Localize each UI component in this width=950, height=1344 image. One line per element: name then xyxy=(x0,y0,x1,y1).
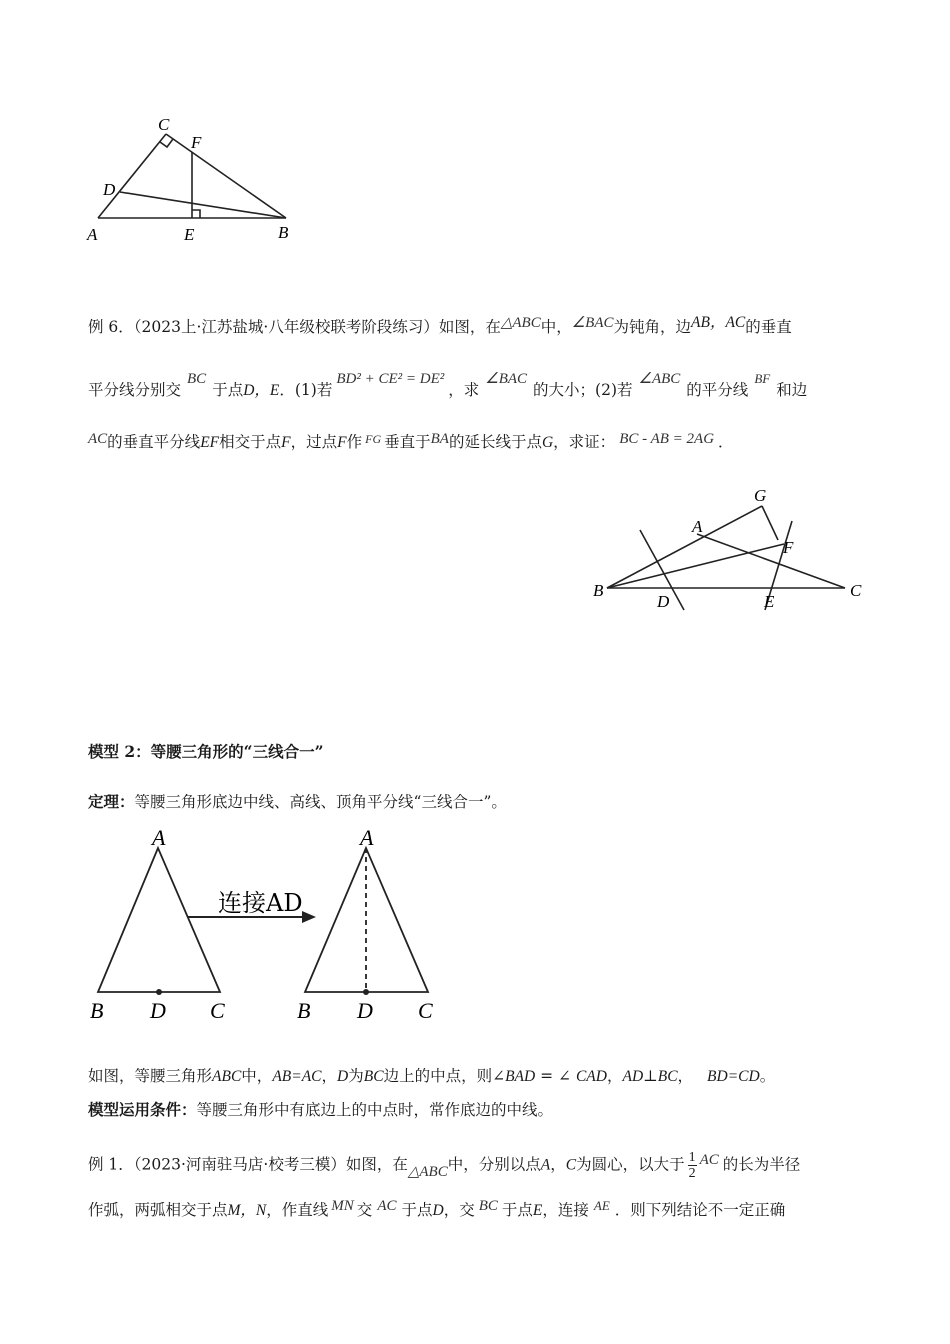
point-d-right xyxy=(363,989,369,995)
theorem-text: 等腰三角形底边中线、高线、顶角平分线“三线合一”。 xyxy=(134,793,507,811)
math-bc-ex1: BC xyxy=(478,1198,498,1214)
edge-cb xyxy=(166,134,286,218)
math-ef: EF xyxy=(200,434,220,451)
label-c: C xyxy=(158,115,170,134)
segment-db xyxy=(120,192,286,218)
math-bf: BF xyxy=(754,371,771,386)
line-bg xyxy=(607,506,762,588)
label-d: D xyxy=(103,180,116,199)
label-a-right: A xyxy=(360,825,374,850)
label-a-left: A xyxy=(152,825,166,850)
label-b: B xyxy=(278,223,289,242)
math-ba: BA xyxy=(430,431,449,447)
label-c: C xyxy=(850,581,862,600)
label-c-left: C xyxy=(210,998,225,1023)
conditions-text: 等腰三角形中有底边上的中点时，常作底边的中线。 xyxy=(196,1101,554,1119)
example-6-line-1: 例 6．（2023上·江苏盐城·八年级校联考阶段练习）如图，在△ABC中，∠BAC为钝角，边AB，AC的垂直 xyxy=(88,314,792,336)
label-f: F xyxy=(783,538,794,557)
label-d: D xyxy=(657,592,670,611)
isosceles-description: 如图，等腰三角形ABC中，AB=AC，D为BC边上的中点，则∠BAD = ∠ CAD，AD⊥BC， BD=CD。 xyxy=(88,1067,776,1085)
math-angle-bac: ∠BAC xyxy=(571,315,614,331)
math-equation-bd2-ce2: BD² + CE² = DE² xyxy=(336,371,445,387)
math-angle-bac-2: ∠BAC xyxy=(485,371,528,387)
example-6-line-2: 平分线分别交BC于点D，E．(1)若BD² + CE² = DE²，求∠BAC的大小；(2)若∠ABC的平分线$^{BF}$和边 xyxy=(88,371,808,399)
model-conditions xyxy=(88,1100,553,1120)
math-bc: BC xyxy=(187,371,207,387)
model-2-title: 模型 2：等腰三角形的“三线合一” xyxy=(88,742,324,761)
example-1-line-2: 作弧，两弧相交于点M，N，作直线 MN 交 AC 于点D，交 BC 于点E，连接 $^{AE}$ ．则下列结论不一定正确 xyxy=(88,1198,786,1219)
label-b: B xyxy=(593,581,604,600)
label-c-right: C xyxy=(418,998,433,1023)
label-b-right: B xyxy=(297,998,311,1023)
segment-ac xyxy=(697,534,845,588)
example-1-line-1: 例 1．（2023·河南驻马店·校考三模）如图，在△ABC中，分别以点A，C为圆心，以大于 $\frac{1}{2}$ AC 的长为半径 xyxy=(88,1150,801,1181)
conditions-label: 模型运用条件： xyxy=(88,1100,197,1119)
bisector-bf xyxy=(607,544,784,588)
point-d-left xyxy=(156,989,162,995)
math-ac-ex1: AC xyxy=(699,1151,719,1168)
label-e: E xyxy=(184,225,195,244)
label-a: A xyxy=(87,225,98,244)
label-g: G xyxy=(754,486,767,505)
label-d-right: D xyxy=(357,998,373,1023)
figure-right-triangle xyxy=(80,110,310,250)
fraction-one-half: $\frac{1}{2}$ xyxy=(688,1150,696,1181)
example-6-line-3: AC的垂直平分线EF相交于点F，过点F作 $^{FG}$ 垂直于BA的延长线于点G，求证： BC - AB = 2AG ． xyxy=(88,431,734,451)
math-mn: MN xyxy=(331,1198,354,1214)
theorem-line xyxy=(88,792,507,812)
label-d-left: D xyxy=(150,998,166,1023)
math-triangle-abc-ex1: △ABC xyxy=(407,1163,448,1180)
math-fg: FG xyxy=(365,432,382,446)
label-b-left: B xyxy=(90,998,104,1023)
segment-gf xyxy=(762,506,778,540)
label-e: E xyxy=(764,592,775,611)
math-proof-equation: BC - AB = 2AG xyxy=(619,431,715,447)
math-ae: AE xyxy=(593,1198,610,1213)
right-angle-mark-e xyxy=(192,210,200,218)
figure-bisector-triangle xyxy=(585,480,875,615)
theorem-label: 定理： xyxy=(88,792,135,811)
triangle-left xyxy=(98,848,220,992)
figure-isosceles-triangles xyxy=(80,820,450,1030)
math-triangle-abc: △ABC xyxy=(500,315,541,331)
label-f: F xyxy=(191,133,202,152)
math-angle-abc: ∠ABC xyxy=(638,371,681,387)
label-a: A xyxy=(692,517,703,536)
math-ac-ex1-2: AC xyxy=(377,1198,397,1214)
math-ac: AC xyxy=(88,431,108,447)
edge-ac xyxy=(98,134,166,218)
arrow-head xyxy=(302,911,316,923)
arrow-text: 连接AD xyxy=(218,889,303,917)
